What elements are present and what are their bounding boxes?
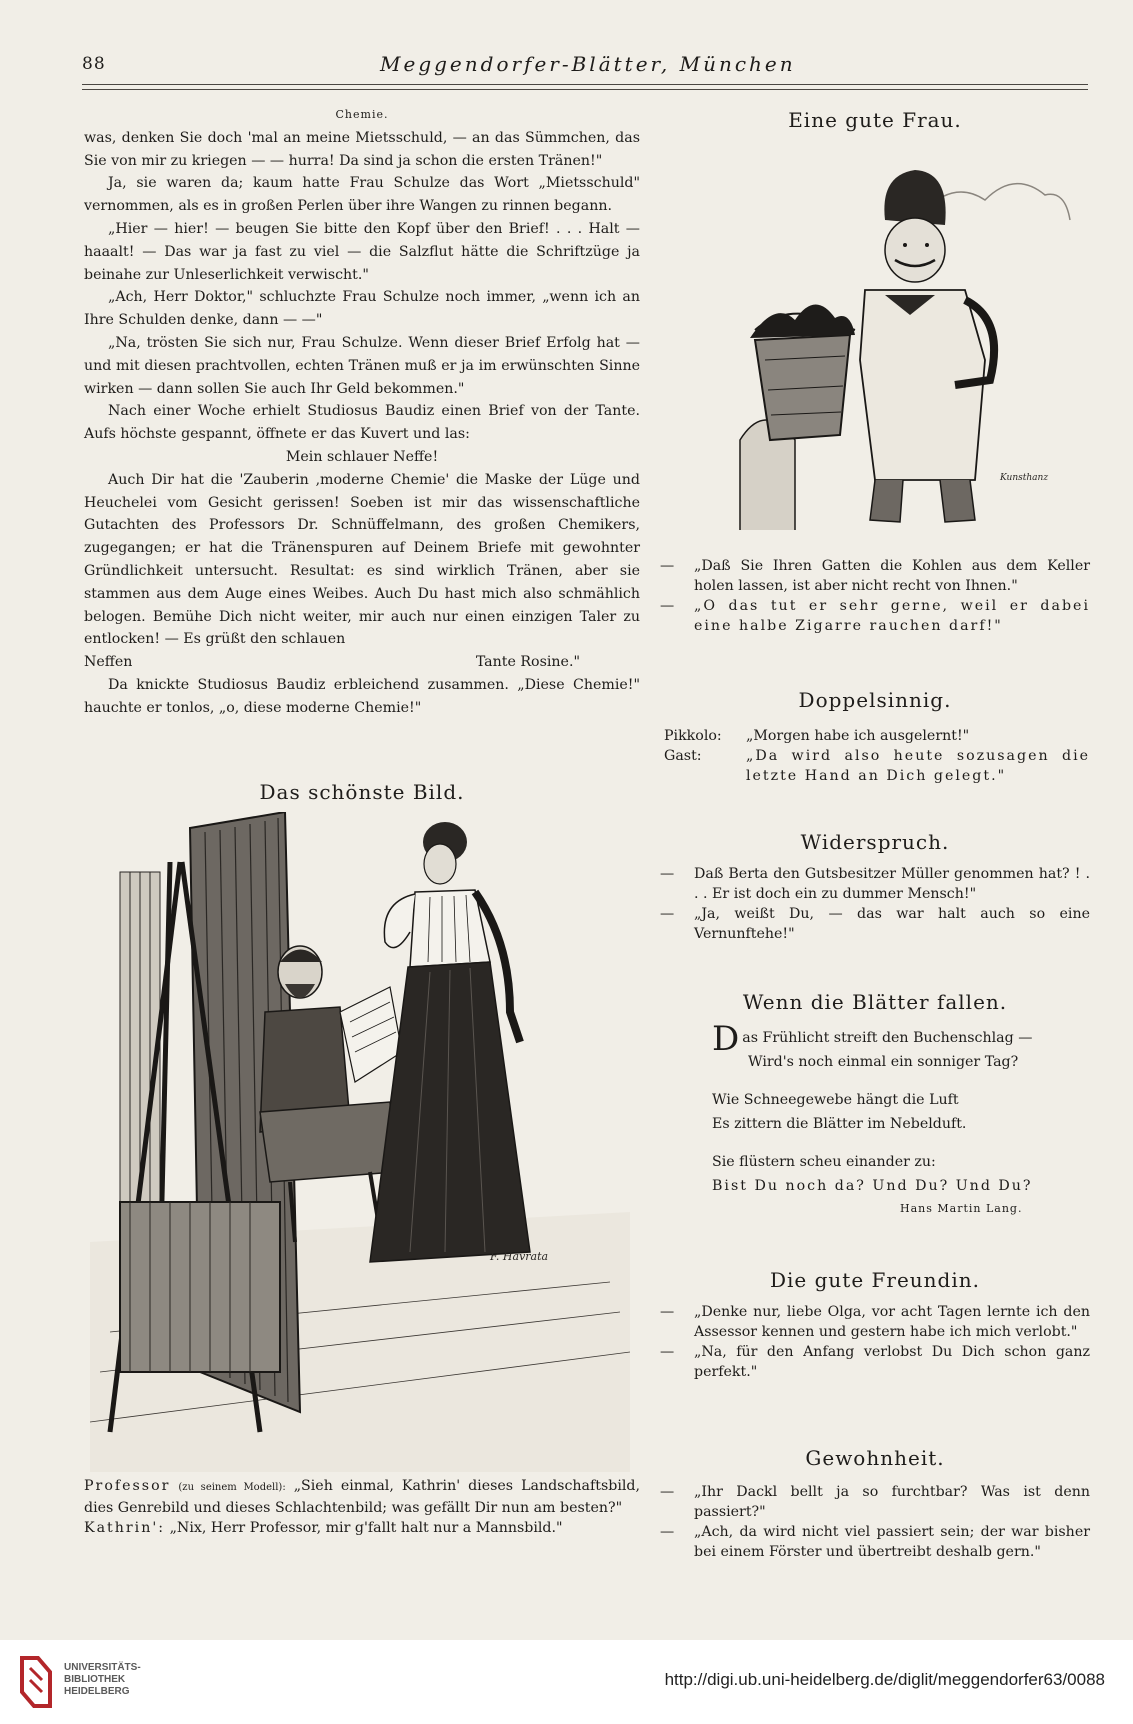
dash: — <box>660 558 675 574</box>
gute-frau-title: Eine gute Frau. <box>788 108 962 132</box>
dialogue-line <box>660 556 1090 596</box>
caption-line <box>84 1518 640 1538</box>
poem-line: Wie Schneegewebe hängt die Luft <box>712 1092 959 1108</box>
poem-line: Sie flüstern scheu einander zu: <box>712 1154 936 1170</box>
dialogue-line <box>664 746 1090 786</box>
speaker: Kathrin': <box>84 1520 166 1536</box>
letter-body: Auch Dir hat die 'Zauberin ‚moderne Chemie' die Maske der Lüge und Heuchelei vom Gesicht gerissen! Soeben ist mir das wissenschaftliche Gutachten des Professors Dr. Schnüffelmann, des großen Chemikers, zugegangen; er hat die Tränenspuren auf Deinem Briefe mit gewohnter Gründlichkeit untersucht. Resultat: es sind wirklich Tränen, aber sie stammen aus dem Auge eines Weibes. Auch Du hast mich also schmählich belogen. Bemühe Dich nicht weiter, mir auch nur einen einzigen Taler zu entlocken! — Es grüßt den schlauen <box>84 471 640 648</box>
poem-line: Bist Du noch da? Und Du? Und Du? <box>712 1178 1033 1194</box>
dialogue-line <box>660 1302 1090 1342</box>
dialogue-line <box>660 1342 1090 1382</box>
dialogue-text: „Na, für den Anfang verlobst Du Dich schon ganz perfekt." <box>694 1344 1090 1380</box>
speaker: Pikkolo: <box>664 728 722 744</box>
dialogue-line <box>660 596 1090 636</box>
gute-frau-dialogue <box>660 556 1090 636</box>
library-name-line: UNIVERSITÄTS- <box>64 1662 141 1673</box>
dash: — <box>660 906 675 922</box>
caption-line <box>84 1476 640 1518</box>
widerspruch-dialogue <box>660 864 1090 944</box>
speaker: Gast: <box>664 748 702 764</box>
viewer-footer <box>0 1640 1133 1724</box>
blaetter-title: Wenn die Blätter fallen. <box>742 990 1008 1014</box>
chemie-story <box>84 104 640 720</box>
dialogue-text: „Ihr Dackl bellt ja so furchtbar? Was ist denn passiert?" <box>694 1484 1090 1520</box>
stage-note: (zu seinem Modell): <box>178 1482 286 1493</box>
gewohnheit-dialogue <box>660 1482 1090 1562</box>
library-logo-icon <box>16 1654 56 1710</box>
library-name-line: BIBLIOTHEK <box>64 1674 126 1685</box>
library-name <box>64 1662 141 1698</box>
dialogue-line <box>660 904 1090 944</box>
dialogue-text: „Denke nur, liebe Olga, vor acht Tagen lernte ich den Assessor kennen und gestern habe ich mich verlobt." <box>694 1304 1090 1340</box>
dash: — <box>660 1344 675 1360</box>
dialogue-line <box>660 1482 1090 1522</box>
paragraph: „Hier — hier! — beugen Sie bitte den Kopf über den Brief! . . . Halt — haaalt! — Das war ja fast zu viel — die Salzflut hätte die Schriftzüge ja beinahe zur Unleserlichkeit verwischt." <box>84 220 640 283</box>
dialogue-text: Daß Berta den Gutsbesitzer Müller genommen hat? ! . . . Er ist doch ein zu dummer Mensch!" <box>694 866 1090 902</box>
section-label: Chemie. <box>335 108 389 121</box>
dialogue-text: „Ach, da wird nicht viel passiert sein; der war bisher bei einem Förster und übertreibt deshalb gern." <box>694 1524 1090 1560</box>
dialogue-text: „O das tut er sehr gerne, weil er dabei eine halbe Zigarre rauchen darf!" <box>694 598 1090 634</box>
poem-author: Hans Martin Lang. <box>900 1202 1023 1215</box>
paragraph: was, denken Sie doch 'mal an meine Mietsschuld, — an das Sümmchen, das Sie von mir zu kriegen — — hurra! Da sind ja schon die ersten Tränen!" <box>84 129 640 169</box>
dialogue-line <box>660 1522 1090 1562</box>
dialogue-line <box>664 726 1090 746</box>
paragraph: „Ach, Herr Doktor," schluchzte Frau Schulze noch immer, „wenn ich an Ihre Schulden denke, dann — —" <box>84 289 640 329</box>
doppelsinnig-title: Doppelsinnig. <box>798 688 952 712</box>
source-url[interactable]: http://digi.ub.uni-heidelberg.de/diglit/meggendorfer63/0088 <box>664 1670 1105 1689</box>
signature-left: Neffen <box>84 654 133 671</box>
letter-greeting: Mein schlauer Neffe! <box>285 448 439 465</box>
closing-paragraph: Da knickte Studiosus Baudiz erbleichend zusammen. „Diese Chemie!" hauchte er tonlos, „o, diese moderne Chemie!" <box>84 676 640 716</box>
freundin-dialogue <box>660 1302 1090 1382</box>
poem-text: as Frühlicht streift den Buchenschlag — <box>742 1030 1033 1046</box>
signature-right: Tante Rosine." <box>475 654 580 671</box>
dialogue-text: „Da wird also heute sozusagen die letzte Hand an Dich gelegt." <box>746 748 1090 784</box>
dialogue-text: „Ja, weißt Du, — das war halt auch so eine Vernunftehe!" <box>694 906 1090 942</box>
dialogue-text: „Morgen habe ich ausgelernt!" <box>746 728 970 744</box>
poem-line <box>712 1019 1072 1059</box>
library-name-line: HEIDELBERG <box>64 1686 130 1697</box>
schoenste-bild-title: Das schönste Bild. <box>259 780 465 804</box>
drop-cap: D <box>712 1019 740 1059</box>
illustration-signature: F. Havrata <box>490 1250 549 1263</box>
dash: — <box>660 598 675 614</box>
doppelsinnig-dialogue <box>664 726 1090 786</box>
header-rule-top <box>82 84 1088 85</box>
freundin-title: Die gute Freundin. <box>769 1268 980 1292</box>
illustration-signature: Kunsthanz <box>1000 473 1049 483</box>
dialogue-text: „Daß Sie Ihren Gatten die Kohlen aus dem Keller holen lassen, ist aber nicht recht von Ihnen." <box>694 558 1090 594</box>
dash: — <box>660 1304 675 1320</box>
blaetter-poem <box>712 1019 1072 1198</box>
masthead: Meggendorfer-Blätter, München <box>380 52 796 76</box>
page-number: 88 <box>82 54 106 74</box>
paragraph: „Na, trösten Sie sich nur, Frau Schulze. Wenn dieser Brief Erfolg hat — und mit diesen prachtvollen, echten Tränen muß er ja im erwünschten Sinne wirken — dann sollen Sie auch Ihr Geld bekommen." <box>84 334 640 397</box>
dash: — <box>660 1524 675 1540</box>
gewohnheit-title: Gewohnheit. <box>805 1446 945 1470</box>
painter-studio-illustration <box>90 812 630 1472</box>
header-rule-bottom <box>82 89 1088 90</box>
caption-text: „Nix, Herr Professor, mir g'fallt halt nur a Mannsbild." <box>169 1520 563 1536</box>
schoenste-bild-caption <box>84 1476 640 1538</box>
caption-text: „Sieh einmal, Kathrin' dieses Landschaftsbild, dies Genrebild und dieses Schlachtenbild; was gefällt Dir nun am besten?" <box>84 1478 640 1516</box>
man-with-coal-bucket-illustration <box>735 150 1090 530</box>
widerspruch-title: Widerspruch. <box>800 830 950 854</box>
dialogue-line <box>660 864 1090 904</box>
dash: — <box>660 1484 675 1500</box>
poem-line: Es zittern die Blätter im Nebelduft. <box>712 1116 967 1132</box>
paragraph: Ja, sie waren da; kaum hatte Frau Schulze das Wort „Mietsschuld" vernommen, als es in großen Perlen über ihre Wangen zu rinnen begann. <box>84 175 640 215</box>
dash: — <box>660 866 675 882</box>
paragraph: Nach einer Woche erhielt Studiosus Baudiz einen Brief von der Tante. Aufs höchste gespannt, öffnete er das Kuvert und las: <box>84 403 640 443</box>
poem-line: Wird's noch einmal ein sonniger Tag? <box>748 1054 1019 1070</box>
letter-signature <box>84 651 640 674</box>
speaker: Professor <box>84 1478 171 1494</box>
